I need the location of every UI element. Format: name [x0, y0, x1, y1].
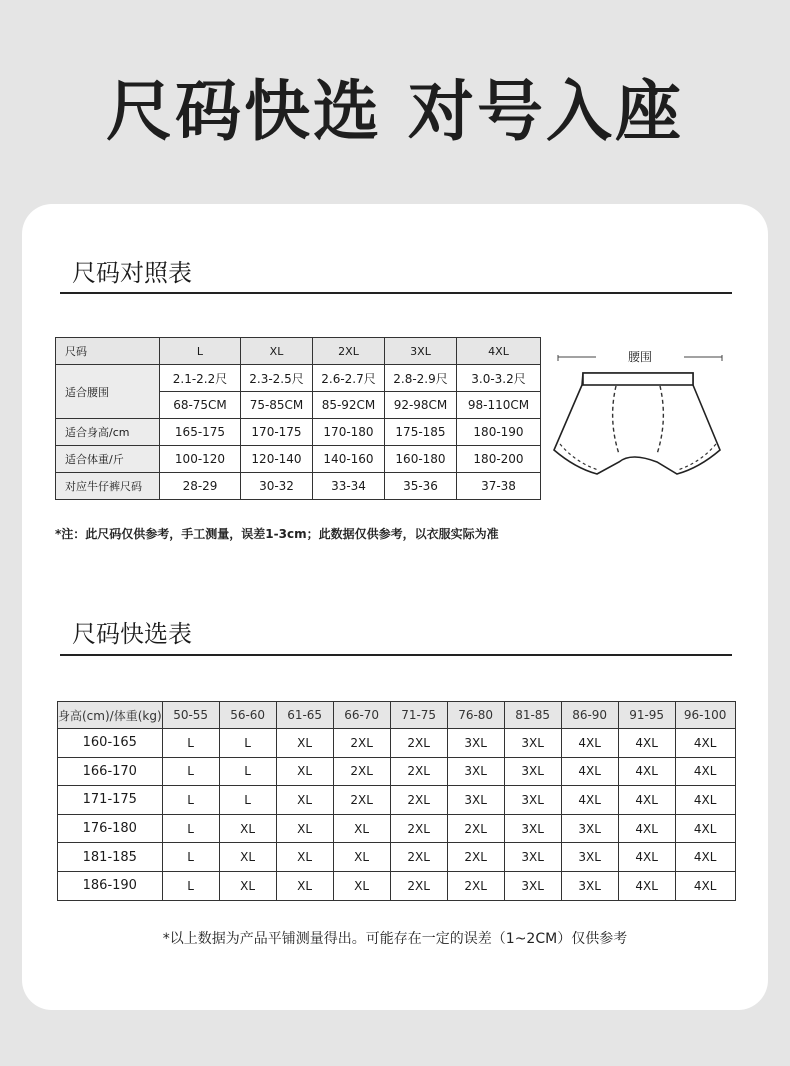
- table-cell: 33-34: [313, 473, 385, 500]
- page-title: 尺码快选 对号入座: [106, 73, 684, 150]
- table-cell: 92-98CM: [385, 392, 457, 419]
- table-cell: 170-175: [241, 419, 313, 446]
- table-cell: 85-92CM: [313, 392, 385, 419]
- table-cell: 3XL: [447, 757, 504, 786]
- size-guide-card: [22, 204, 768, 1010]
- table-cell: 98-110CM: [457, 392, 541, 419]
- table-cell: 180-200: [457, 446, 541, 473]
- row-label: 160-165: [58, 729, 163, 758]
- row-label: 对应牛仔裤尺码: [56, 473, 160, 500]
- table-header-row: [56, 338, 541, 365]
- table-cell: L: [162, 786, 219, 815]
- table-cell: 4XL: [675, 843, 735, 872]
- table-cell: XL: [276, 871, 333, 900]
- table-cell: 3XL: [504, 786, 561, 815]
- table-cell: 165-175: [160, 419, 241, 446]
- table-row: [58, 871, 736, 900]
- section-divider: [60, 292, 732, 294]
- waistband-icon: [583, 373, 693, 385]
- row-label-waist: 适合腰围: [56, 365, 160, 419]
- table-cell: L: [162, 871, 219, 900]
- table-cell: 3XL: [447, 729, 504, 758]
- table-cell: 4XL: [561, 757, 618, 786]
- size-comparison-table: [55, 337, 541, 500]
- column-header: XL: [241, 338, 313, 365]
- table-cell: XL: [276, 843, 333, 872]
- table-cell: 4XL: [618, 757, 675, 786]
- table-cell: 3XL: [504, 729, 561, 758]
- table-cell: L: [162, 757, 219, 786]
- table-cell: 2XL: [390, 757, 447, 786]
- row-label: 181-185: [58, 843, 163, 872]
- column-header: 66-70: [333, 702, 390, 729]
- table-cell: 2XL: [390, 843, 447, 872]
- table-cell: 4XL: [618, 729, 675, 758]
- table-row: [58, 843, 736, 872]
- table-cell: 2XL: [447, 814, 504, 843]
- table-cell: 2XL: [333, 729, 390, 758]
- table-cell: 3XL: [561, 871, 618, 900]
- table-cell: 170-180: [313, 419, 385, 446]
- row-label: 适合体重/斤: [56, 446, 160, 473]
- table-cell: XL: [219, 814, 276, 843]
- column-header: 56-60: [219, 702, 276, 729]
- briefs-outline: [554, 373, 720, 474]
- table-cell: 2XL: [390, 729, 447, 758]
- size-chart-title: 尺码对照表: [72, 259, 192, 287]
- row-label: 适合身高/cm: [56, 419, 160, 446]
- table-cell: 3XL: [561, 814, 618, 843]
- table-cell: 30-32: [241, 473, 313, 500]
- table-cell: 4XL: [561, 786, 618, 815]
- table-cell: 140-160: [313, 446, 385, 473]
- column-header: 81-85: [504, 702, 561, 729]
- table-cell: XL: [219, 871, 276, 900]
- column-header: 86-90: [561, 702, 618, 729]
- underwear-illustration: [550, 340, 730, 485]
- table-row: [56, 473, 541, 500]
- table-cell: 3XL: [504, 757, 561, 786]
- row-label: 186-190: [58, 871, 163, 900]
- table-cell: 2XL: [390, 786, 447, 815]
- row-label: 171-175: [58, 786, 163, 815]
- table-cell: XL: [276, 786, 333, 815]
- table-cell: 4XL: [675, 757, 735, 786]
- table-cell: 68-75CM: [160, 392, 241, 419]
- table-cell: 160-180: [385, 446, 457, 473]
- table-cell: XL: [276, 729, 333, 758]
- table-row: [56, 365, 541, 392]
- table-cell: XL: [276, 814, 333, 843]
- column-header: 96-100: [675, 702, 735, 729]
- table-cell: 2XL: [390, 814, 447, 843]
- column-header: 50-55: [162, 702, 219, 729]
- table-cell: 3.0-3.2尺: [457, 365, 541, 392]
- table-cell: L: [219, 786, 276, 815]
- table-cell: 4XL: [561, 729, 618, 758]
- table-row: [58, 757, 736, 786]
- column-header: 91-95: [618, 702, 675, 729]
- table-cell: 2XL: [447, 871, 504, 900]
- column-header: 4XL: [457, 338, 541, 365]
- column-header: 61-65: [276, 702, 333, 729]
- table-cell: XL: [219, 843, 276, 872]
- corner-header: 身高(cm)/体重(kg): [58, 702, 163, 729]
- table-cell: 37-38: [457, 473, 541, 500]
- table-cell: 4XL: [618, 871, 675, 900]
- table-row: [58, 814, 736, 843]
- table-cell: 175-185: [385, 419, 457, 446]
- measurement-note: *以上数据为产品平铺测量得出。可能存在一定的误差（1~2CM）仅供参考: [162, 931, 628, 947]
- column-header: 76-80: [447, 702, 504, 729]
- table-cell: XL: [276, 757, 333, 786]
- column-header: 71-75: [390, 702, 447, 729]
- table-cell: 28-29: [160, 473, 241, 500]
- size-chart-note: *注：此尺码仅供参考，手工测量，误差1-3cm；此数据仅供参考，以衣服实际为准: [55, 527, 499, 541]
- column-header: 3XL: [385, 338, 457, 365]
- row-label: 176-180: [58, 814, 163, 843]
- table-cell: XL: [333, 871, 390, 900]
- table-cell: 120-140: [241, 446, 313, 473]
- column-header: 2XL: [313, 338, 385, 365]
- table-cell: L: [162, 814, 219, 843]
- table-cell: 4XL: [675, 729, 735, 758]
- table-header-row: [58, 702, 736, 729]
- table-row: [58, 786, 736, 815]
- quick-chart-title: 尺码快选表: [72, 620, 192, 648]
- table-cell: L: [219, 757, 276, 786]
- table-cell: 4XL: [675, 871, 735, 900]
- table-cell: 3XL: [447, 786, 504, 815]
- table-cell: 3XL: [561, 843, 618, 872]
- quick-size-table: [57, 701, 736, 901]
- table-row: [58, 729, 736, 758]
- table-cell: 2XL: [333, 757, 390, 786]
- table-cell: 4XL: [675, 786, 735, 815]
- table-cell: 3XL: [504, 843, 561, 872]
- table-row: [56, 419, 541, 446]
- row-label: 166-170: [58, 757, 163, 786]
- table-cell: L: [162, 843, 219, 872]
- table-cell: 3XL: [504, 871, 561, 900]
- table-cell: 4XL: [675, 814, 735, 843]
- table-cell: L: [162, 729, 219, 758]
- table-cell: 75-85CM: [241, 392, 313, 419]
- column-header: 尺码: [56, 338, 160, 365]
- table-cell: L: [219, 729, 276, 758]
- column-header: L: [160, 338, 241, 365]
- waist-label: 腰围: [627, 350, 653, 364]
- table-cell: 2.8-2.9尺: [385, 365, 457, 392]
- table-cell: 35-36: [385, 473, 457, 500]
- table-cell: XL: [333, 814, 390, 843]
- table-cell: 100-120: [160, 446, 241, 473]
- table-row: [56, 446, 541, 473]
- section-divider: [60, 654, 732, 656]
- table-cell: 2.3-2.5尺: [241, 365, 313, 392]
- table-cell: 4XL: [618, 786, 675, 815]
- table-cell: 180-190: [457, 419, 541, 446]
- table-cell: 2XL: [390, 871, 447, 900]
- table-cell: 3XL: [504, 814, 561, 843]
- table-cell: XL: [333, 843, 390, 872]
- table-cell: 2XL: [333, 786, 390, 815]
- table-cell: 4XL: [618, 814, 675, 843]
- table-cell: 2XL: [447, 843, 504, 872]
- table-cell: 4XL: [618, 843, 675, 872]
- table-cell: 2.1-2.2尺: [160, 365, 241, 392]
- table-cell: 2.6-2.7尺: [313, 365, 385, 392]
